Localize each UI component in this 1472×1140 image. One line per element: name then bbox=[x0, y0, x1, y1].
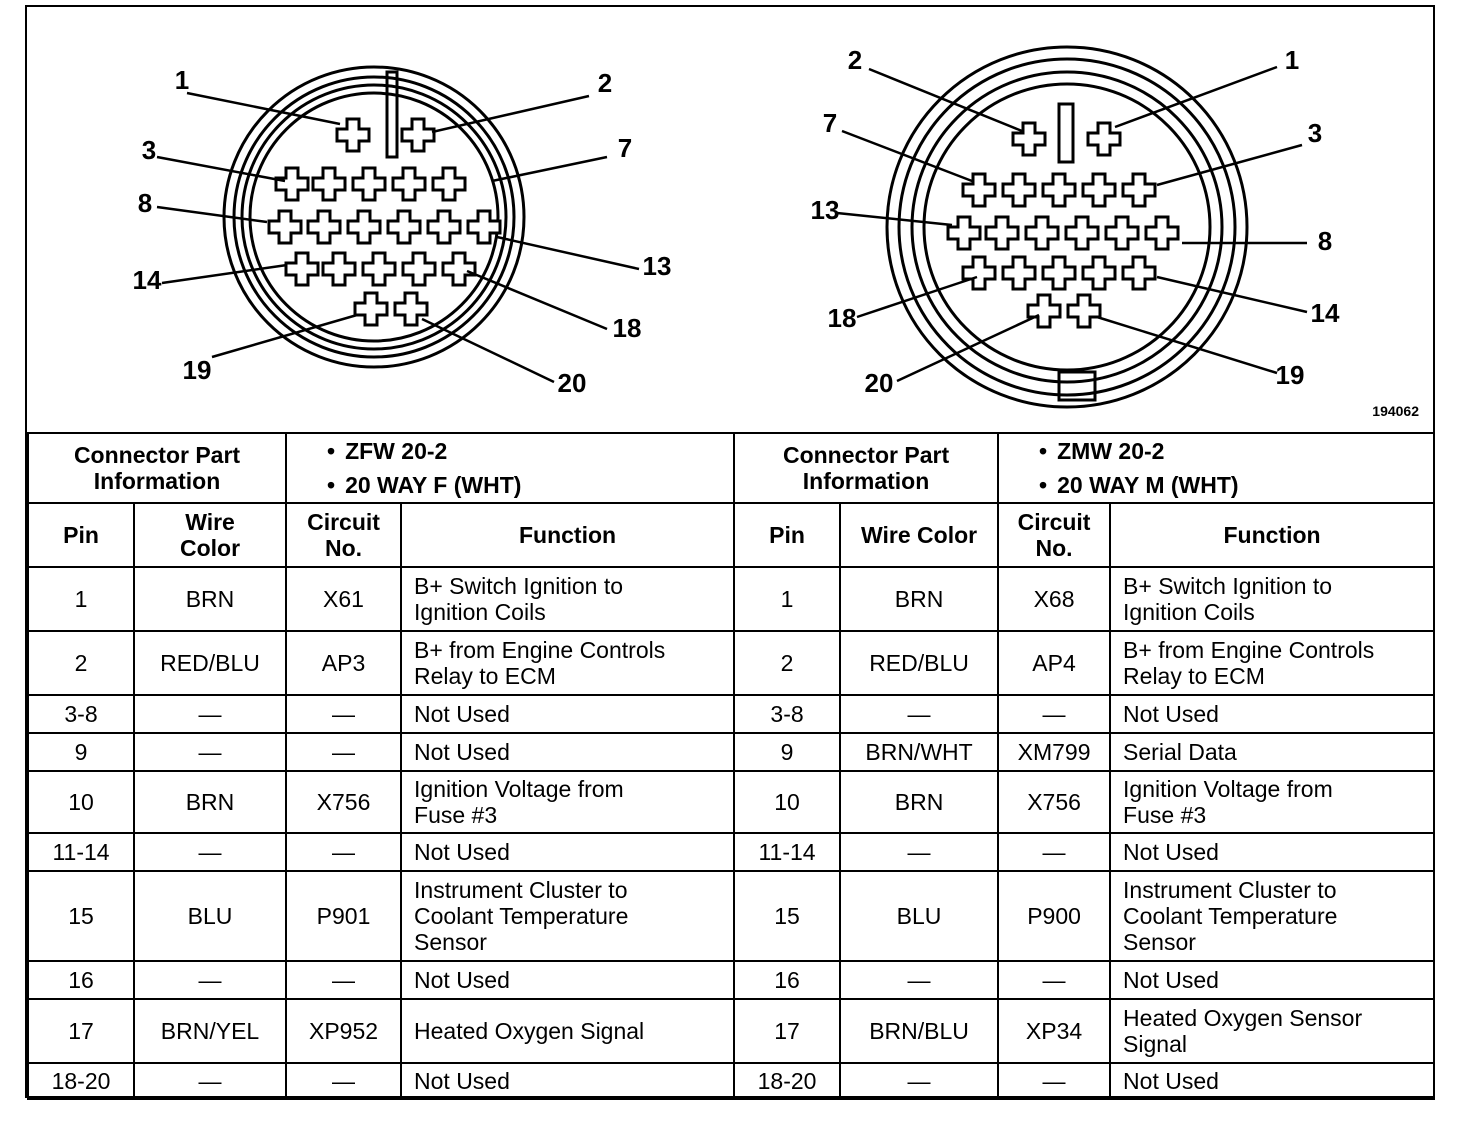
table-row bbox=[28, 695, 1434, 733]
pin-socket bbox=[337, 119, 369, 151]
pin-label: 7 bbox=[617, 133, 633, 163]
circuit-cell: X61 bbox=[286, 567, 401, 631]
table-row bbox=[28, 733, 1434, 771]
pin-cell-right: 1 bbox=[734, 567, 840, 631]
connector-diagram bbox=[27, 7, 1433, 432]
pin-socket bbox=[1028, 295, 1060, 327]
pin-socket bbox=[428, 211, 460, 243]
pin-label: 19 bbox=[182, 355, 212, 385]
pin-socket bbox=[1068, 295, 1100, 327]
wire-color-cell: RED/BLU bbox=[134, 631, 286, 695]
pin-socket bbox=[403, 253, 435, 285]
circuit-cell: — bbox=[286, 1063, 401, 1099]
left-connector-info-label: Connector Part Information bbox=[28, 433, 286, 503]
left-part-description: 20 WAY F (WHT) bbox=[345, 472, 522, 498]
right-part-number: ZMW 20-2 bbox=[1057, 438, 1165, 464]
pin-label: 20 bbox=[557, 368, 587, 398]
pin-socket bbox=[1066, 217, 1098, 249]
circuit-cell: — bbox=[286, 695, 401, 733]
wire-color-cell-right: — bbox=[840, 961, 998, 999]
table-row bbox=[28, 771, 1434, 833]
wire-color-cell: BLU bbox=[134, 871, 286, 961]
wire-color-cell-right: RED/BLU bbox=[840, 631, 998, 695]
pin-cell: 11-14 bbox=[28, 833, 134, 871]
pin-cell: 15 bbox=[28, 871, 134, 961]
header-wire-color: Wire Color bbox=[134, 503, 286, 567]
function-cell-right: B+ from Engine Controls Relay to ECM bbox=[1110, 631, 1434, 695]
pin-cell-right: 17 bbox=[734, 999, 840, 1063]
leader-line bbox=[492, 157, 607, 181]
wire-color-cell-right: BLU bbox=[840, 871, 998, 961]
table-row bbox=[28, 961, 1434, 999]
function-cell: Not Used bbox=[401, 695, 734, 733]
pin-socket bbox=[313, 168, 345, 200]
circuit-cell-right: AP4 bbox=[998, 631, 1110, 695]
function-cell-right: Not Used bbox=[1110, 1063, 1434, 1099]
wire-color-cell-right: — bbox=[840, 695, 998, 733]
circuit-cell: AP3 bbox=[286, 631, 401, 695]
pin-socket bbox=[323, 253, 355, 285]
pin-socket bbox=[1013, 123, 1045, 155]
circuit-cell: — bbox=[286, 733, 401, 771]
table-row bbox=[28, 833, 1434, 871]
figure-id: 194062 bbox=[1372, 403, 1419, 419]
pin-socket bbox=[1043, 174, 1075, 206]
function-cell: B+ Switch Ignition to Ignition Coils bbox=[401, 567, 734, 631]
circuit-cell-right: X756 bbox=[998, 771, 1110, 833]
right-connector-info-values: • ZMW 20-2 • 20 WAY M (WHT) bbox=[998, 433, 1434, 503]
function-cell-right: Heated Oxygen Sensor Signal bbox=[1110, 999, 1434, 1063]
right-part-description: 20 WAY M (WHT) bbox=[1057, 472, 1239, 498]
diagram-frame bbox=[25, 5, 1435, 1098]
function-cell: Not Used bbox=[401, 833, 734, 871]
circuit-cell: P901 bbox=[286, 871, 401, 961]
right-keyway bbox=[1059, 104, 1095, 400]
pin-socket bbox=[1146, 217, 1178, 249]
pin-label: 14 bbox=[132, 265, 162, 295]
pin-cell-right: 3-8 bbox=[734, 695, 840, 733]
wire-color-cell-right: — bbox=[840, 1063, 998, 1099]
pin-socket bbox=[402, 119, 434, 151]
pin-cell: 2 bbox=[28, 631, 134, 695]
circuit-cell: XP952 bbox=[286, 999, 401, 1063]
pin-label: 2 bbox=[597, 68, 613, 98]
pin-socket bbox=[353, 168, 385, 200]
pin-socket bbox=[1123, 174, 1155, 206]
leader-line bbox=[857, 277, 977, 317]
pin-socket bbox=[276, 168, 308, 200]
pin-label: 3 bbox=[141, 135, 157, 165]
pin-socket bbox=[286, 253, 318, 285]
leader-line bbox=[837, 213, 952, 225]
pin-socket bbox=[388, 211, 420, 243]
function-cell: Not Used bbox=[401, 1063, 734, 1099]
pin-cell: 9 bbox=[28, 733, 134, 771]
keyway-slot bbox=[1059, 104, 1073, 162]
wire-color-cell: — bbox=[134, 733, 286, 771]
pin-socket bbox=[348, 211, 380, 243]
pin-cell: 1 bbox=[28, 567, 134, 631]
header-function-right: Function bbox=[1110, 503, 1434, 567]
circuit-cell-right: P900 bbox=[998, 871, 1110, 961]
pin-label: 19 bbox=[1275, 360, 1305, 390]
pin-socket bbox=[1088, 123, 1120, 155]
header-pin: Pin bbox=[28, 503, 134, 567]
circuit-cell: X756 bbox=[286, 771, 401, 833]
pin-label: 18 bbox=[612, 313, 642, 343]
pin-label: 8 bbox=[137, 188, 153, 218]
pin-cell-right: 16 bbox=[734, 961, 840, 999]
pin-label: 7 bbox=[822, 108, 838, 138]
circuit-cell: — bbox=[286, 833, 401, 871]
circuit-cell-right: — bbox=[998, 695, 1110, 733]
wire-color-cell: — bbox=[134, 961, 286, 999]
pin-socket bbox=[363, 253, 395, 285]
pin-cell: 18-20 bbox=[28, 1063, 134, 1099]
function-cell-right: B+ Switch Ignition to Ignition Coils bbox=[1110, 567, 1434, 631]
function-cell-right: Ignition Voltage from Fuse #3 bbox=[1110, 771, 1434, 833]
pin-socket bbox=[1083, 257, 1115, 289]
column-header-row bbox=[28, 503, 1434, 567]
function-cell: Not Used bbox=[401, 733, 734, 771]
pin-socket bbox=[1003, 174, 1035, 206]
pin-table bbox=[27, 432, 1435, 1100]
pin-socket bbox=[433, 168, 465, 200]
pin-socket bbox=[948, 217, 980, 249]
table-row bbox=[28, 631, 1434, 695]
circuit-cell-right: — bbox=[998, 961, 1110, 999]
header-wire-color-right: Wire Color bbox=[840, 503, 998, 567]
wire-color-cell: BRN/YEL bbox=[134, 999, 286, 1063]
function-cell: Heated Oxygen Signal bbox=[401, 999, 734, 1063]
pin-socket bbox=[355, 293, 387, 325]
header-function: Function bbox=[401, 503, 734, 567]
pin-cell: 17 bbox=[28, 999, 134, 1063]
function-cell: Not Used bbox=[401, 961, 734, 999]
pin-socket bbox=[269, 211, 301, 243]
function-cell-right: Not Used bbox=[1110, 961, 1434, 999]
table-row bbox=[28, 999, 1434, 1063]
circuit-cell-right: — bbox=[998, 833, 1110, 871]
pin-socket bbox=[308, 211, 340, 243]
pin-socket bbox=[963, 257, 995, 289]
wire-color-cell: — bbox=[134, 695, 286, 733]
pin-label: 13 bbox=[810, 195, 840, 225]
pin-label: 20 bbox=[864, 368, 894, 398]
pin-socket bbox=[1123, 257, 1155, 289]
circuit-cell-right: — bbox=[998, 1063, 1110, 1099]
table-row bbox=[28, 567, 1434, 631]
function-cell: Instrument Cluster to Coolant Temperature Sensor bbox=[401, 871, 734, 961]
function-cell-right: Not Used bbox=[1110, 695, 1434, 733]
pin-cell-right: 11-14 bbox=[734, 833, 840, 871]
pin-socket bbox=[1003, 257, 1035, 289]
function-cell-right: Not Used bbox=[1110, 833, 1434, 871]
pin-label: 18 bbox=[827, 303, 857, 333]
pin-label: 13 bbox=[642, 251, 672, 281]
pin-cell: 10 bbox=[28, 771, 134, 833]
pin-label: 3 bbox=[1307, 118, 1323, 148]
pin-socket bbox=[986, 217, 1018, 249]
leader-line bbox=[1157, 277, 1307, 312]
leader-line bbox=[897, 315, 1039, 381]
pin-label: 8 bbox=[1317, 226, 1333, 256]
function-cell-right: Instrument Cluster to Coolant Temperature Sensor bbox=[1110, 871, 1434, 961]
wire-color-cell-right: BRN/BLU bbox=[840, 999, 998, 1063]
header-pin-right: Pin bbox=[734, 503, 840, 567]
pin-cell: 3-8 bbox=[28, 695, 134, 733]
pin-socket bbox=[443, 253, 475, 285]
function-cell-right: Serial Data bbox=[1110, 733, 1434, 771]
pin-cell-right: 9 bbox=[734, 733, 840, 771]
circuit-cell-right: X68 bbox=[998, 567, 1110, 631]
connector-info-row bbox=[28, 433, 1434, 503]
header-circuit-no: Circuit No. bbox=[286, 503, 401, 567]
pin-socket bbox=[1083, 174, 1115, 206]
pin-label: 14 bbox=[1310, 298, 1340, 328]
left-connector-info-values: • ZFW 20-2 • 20 WAY F (WHT) bbox=[286, 433, 734, 503]
pin-label: 1 bbox=[174, 65, 190, 95]
wire-color-cell-right: BRN bbox=[840, 567, 998, 631]
pin-cell: 16 bbox=[28, 961, 134, 999]
pin-socket bbox=[393, 168, 425, 200]
pin-socket bbox=[1043, 257, 1075, 289]
leader-line bbox=[157, 157, 285, 181]
wire-color-cell-right: — bbox=[840, 833, 998, 871]
circuit-cell-right: XP34 bbox=[998, 999, 1110, 1063]
circuit-cell: — bbox=[286, 961, 401, 999]
right-connector bbox=[811, 45, 1340, 407]
wire-color-cell-right: BRN/WHT bbox=[840, 733, 998, 771]
circuit-cell-right: XM799 bbox=[998, 733, 1110, 771]
pin-socket bbox=[1026, 217, 1058, 249]
table-row bbox=[28, 871, 1434, 961]
table-row bbox=[28, 1063, 1434, 1099]
wire-color-cell: BRN bbox=[134, 567, 286, 631]
pin-label: 1 bbox=[1284, 45, 1300, 75]
left-connector bbox=[133, 65, 672, 398]
wire-color-cell-right: BRN bbox=[840, 771, 998, 833]
pin-cell-right: 2 bbox=[734, 631, 840, 695]
pin-socket bbox=[1106, 217, 1138, 249]
function-cell: Ignition Voltage from Fuse #3 bbox=[401, 771, 734, 833]
pin-label: 2 bbox=[847, 45, 863, 75]
right-connector-info-label: Connector Part Information bbox=[734, 433, 998, 503]
header-circuit-no-right: Circuit No. bbox=[998, 503, 1110, 567]
wire-color-cell: — bbox=[134, 833, 286, 871]
pin-cell-right: 10 bbox=[734, 771, 840, 833]
wire-color-cell: BRN bbox=[134, 771, 286, 833]
wire-color-cell: — bbox=[134, 1063, 286, 1099]
function-cell: B+ from Engine Controls Relay to ECM bbox=[401, 631, 734, 695]
pin-cell-right: 15 bbox=[734, 871, 840, 961]
left-part-number: ZFW 20-2 bbox=[345, 438, 448, 464]
pin-cell-right: 18-20 bbox=[734, 1063, 840, 1099]
